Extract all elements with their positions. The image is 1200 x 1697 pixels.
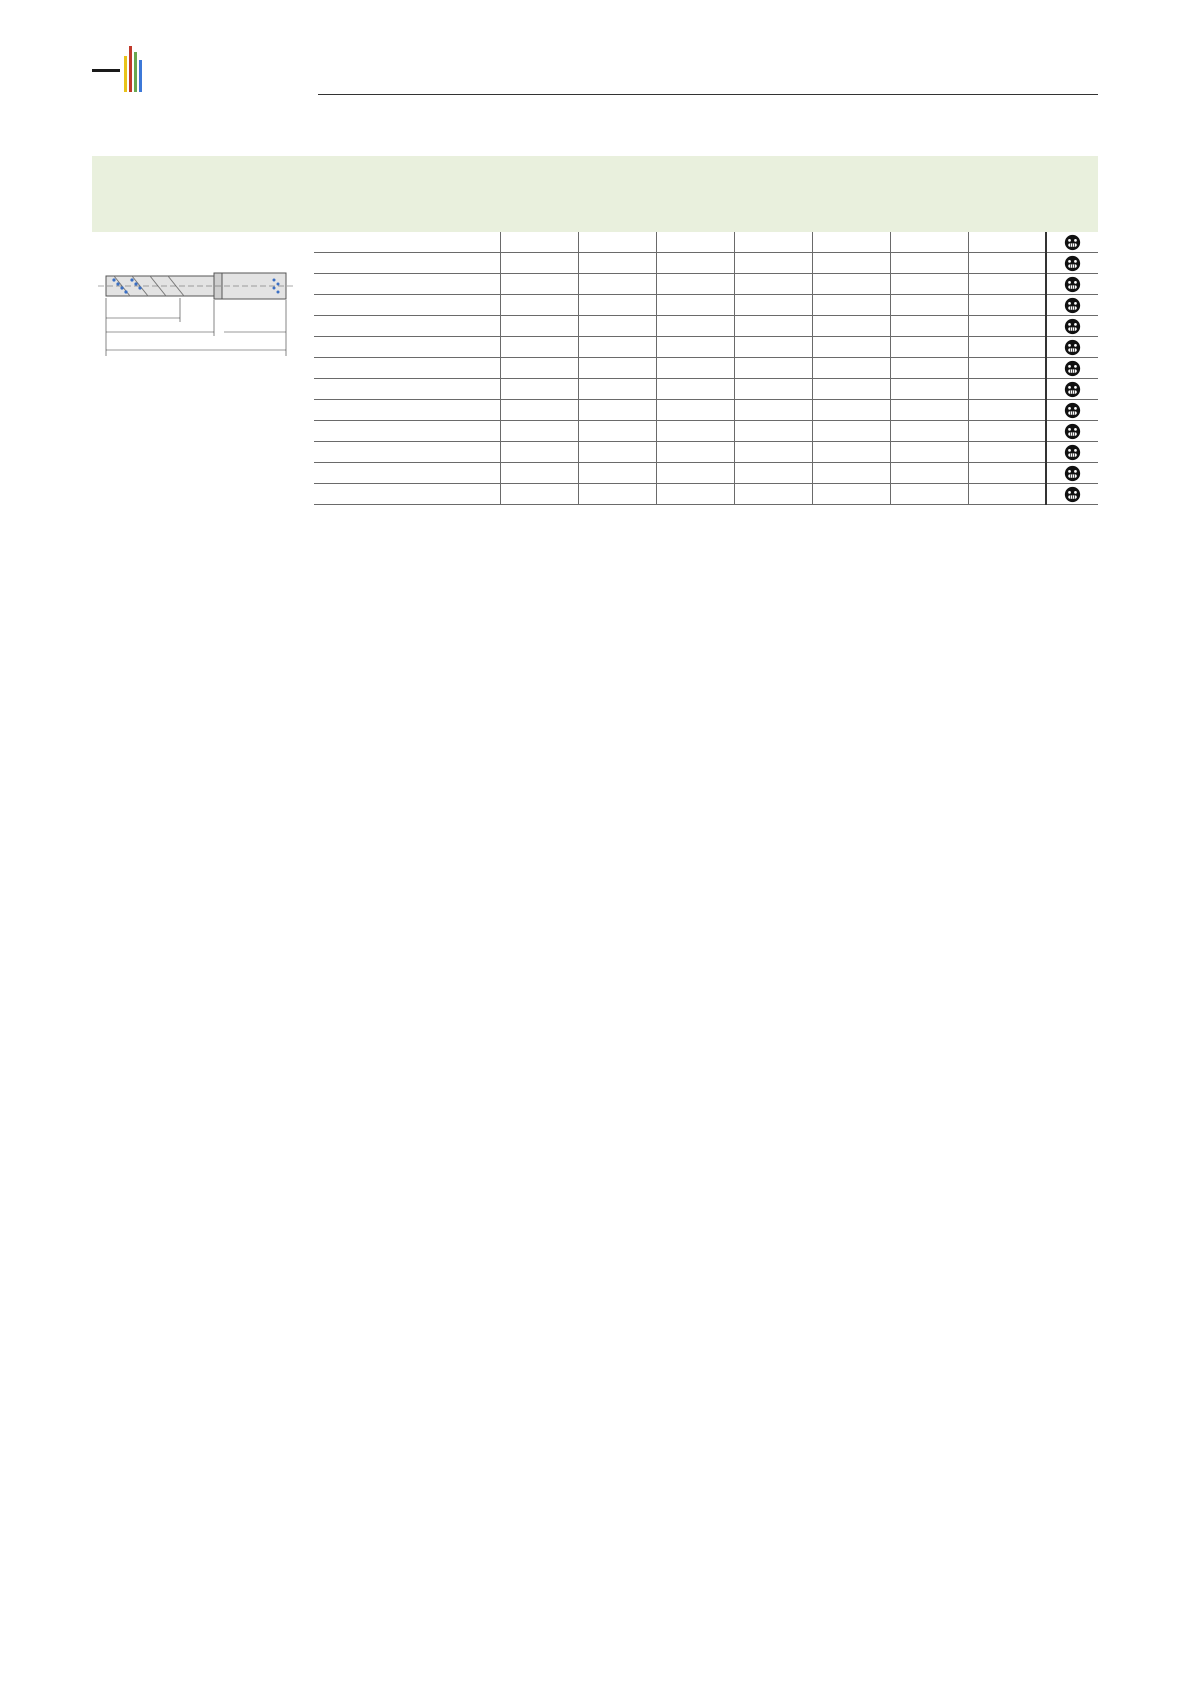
lc-value xyxy=(656,484,734,505)
lc-value xyxy=(656,253,734,274)
l5-value xyxy=(890,400,968,421)
l1-value xyxy=(734,295,812,316)
l2-value xyxy=(812,253,890,274)
table-row xyxy=(92,379,1098,400)
lc-value xyxy=(656,337,734,358)
d1-value xyxy=(968,337,1046,358)
dc-value xyxy=(500,295,578,316)
l5-value xyxy=(890,337,968,358)
dc-value xyxy=(500,337,578,358)
lc-value xyxy=(656,379,734,400)
dc-value xyxy=(500,484,578,505)
l1-value xyxy=(734,484,812,505)
lc-value xyxy=(656,463,734,484)
primary-application-icon xyxy=(1064,423,1081,440)
lc-value xyxy=(656,316,734,337)
order-no xyxy=(314,463,500,484)
l5-value xyxy=(890,232,968,253)
dc-inch-value xyxy=(578,253,656,274)
lc-value xyxy=(656,421,734,442)
l1-value xyxy=(734,232,812,253)
l1-value xyxy=(734,463,812,484)
l5-value xyxy=(890,358,968,379)
table-row xyxy=(92,358,1098,379)
primary-application-icon xyxy=(1064,465,1081,482)
dc-inch-value xyxy=(578,484,656,505)
l2-value xyxy=(812,379,890,400)
l5-value xyxy=(890,295,968,316)
l1-value xyxy=(734,358,812,379)
order-no xyxy=(314,484,500,505)
l1-value xyxy=(734,379,812,400)
lc-value xyxy=(656,358,734,379)
l5-value xyxy=(890,274,968,295)
dc-inch-value xyxy=(578,274,656,295)
dc-value xyxy=(500,421,578,442)
col-lc xyxy=(656,156,734,232)
d1-value xyxy=(968,316,1046,337)
dc-value xyxy=(500,379,578,400)
col-l5 xyxy=(890,156,968,232)
dc-value xyxy=(500,232,578,253)
col-grade xyxy=(1046,156,1098,232)
header-divider xyxy=(318,94,1098,95)
l5-value xyxy=(890,379,968,400)
primary-application-icon xyxy=(1064,486,1081,503)
lc-value xyxy=(656,295,734,316)
l5-value xyxy=(890,463,968,484)
l2-value xyxy=(812,295,890,316)
walter-titex-logo xyxy=(92,42,302,98)
col-d1 xyxy=(968,156,1046,232)
dc-inch-value xyxy=(578,463,656,484)
dc-value xyxy=(500,253,578,274)
order-no xyxy=(314,379,500,400)
l5-value xyxy=(890,253,968,274)
l2-value xyxy=(812,358,890,379)
order-no xyxy=(314,316,500,337)
col-l1 xyxy=(734,156,812,232)
d1-value xyxy=(968,274,1046,295)
primary-application-icon xyxy=(1064,318,1081,335)
side-header-blank xyxy=(92,156,314,232)
col-l2 xyxy=(812,156,890,232)
l1-value xyxy=(734,316,812,337)
d1-value xyxy=(968,295,1046,316)
dc-inch-value xyxy=(578,232,656,253)
lc-value xyxy=(656,400,734,421)
dc-inch-value xyxy=(578,358,656,379)
d1-value xyxy=(968,253,1046,274)
dc-inch-value xyxy=(578,400,656,421)
col-dc-inch xyxy=(578,156,656,232)
primary-application-icon xyxy=(1064,297,1081,314)
dc-inch-value xyxy=(578,316,656,337)
l5-value xyxy=(890,442,968,463)
l2-value xyxy=(812,442,890,463)
table-row xyxy=(92,421,1098,442)
col-order-no xyxy=(314,156,500,232)
order-no xyxy=(314,358,500,379)
d1-value xyxy=(968,358,1046,379)
l1-value xyxy=(734,400,812,421)
primary-application-icon xyxy=(1064,402,1081,419)
primary-application-icon xyxy=(1064,444,1081,461)
dc-value xyxy=(500,358,578,379)
l2-value xyxy=(812,421,890,442)
dc-value xyxy=(500,316,578,337)
d1-value xyxy=(968,379,1046,400)
l2-value xyxy=(812,316,890,337)
l2-value xyxy=(812,484,890,505)
table-row xyxy=(92,232,1098,253)
dc-value xyxy=(500,274,578,295)
table-row xyxy=(92,484,1098,505)
order-no xyxy=(314,274,500,295)
order-no xyxy=(314,400,500,421)
primary-application-icon xyxy=(1064,255,1081,272)
drill-diagram xyxy=(92,264,302,359)
l1-value xyxy=(734,442,812,463)
order-no xyxy=(314,232,500,253)
lc-value xyxy=(656,442,734,463)
order-no xyxy=(314,295,500,316)
order-no xyxy=(314,253,500,274)
order-no xyxy=(314,337,500,358)
primary-application-icon xyxy=(1064,360,1081,377)
primary-application-icon xyxy=(1064,234,1081,251)
dc-value xyxy=(500,463,578,484)
primary-application-icon xyxy=(1064,339,1081,356)
dc-inch-value xyxy=(578,295,656,316)
table-row xyxy=(92,463,1098,484)
primary-application-icon xyxy=(1064,381,1081,398)
col-dc-m7 xyxy=(500,156,578,232)
dc-inch-value xyxy=(578,421,656,442)
lc-value xyxy=(656,232,734,253)
d1-value xyxy=(968,232,1046,253)
l2-value xyxy=(812,400,890,421)
order-no xyxy=(314,421,500,442)
l5-value xyxy=(890,316,968,337)
l2-value xyxy=(812,463,890,484)
d1-value xyxy=(968,421,1046,442)
primary-application-icon xyxy=(1064,276,1081,293)
l2-value xyxy=(812,274,890,295)
l2-value xyxy=(812,232,890,253)
l5-value xyxy=(890,484,968,505)
d1-value xyxy=(968,463,1046,484)
d1-value xyxy=(968,484,1046,505)
l1-value xyxy=(734,274,812,295)
table-row xyxy=(92,442,1098,463)
l2-value xyxy=(812,337,890,358)
l1-value xyxy=(734,421,812,442)
dc-inch-value xyxy=(578,379,656,400)
table-row xyxy=(92,400,1098,421)
order-no xyxy=(314,442,500,463)
l1-value xyxy=(734,337,812,358)
l5-value xyxy=(890,421,968,442)
d1-value xyxy=(968,400,1046,421)
d1-value xyxy=(968,442,1046,463)
dc-value xyxy=(500,400,578,421)
dc-inch-value xyxy=(578,337,656,358)
lc-value xyxy=(656,274,734,295)
l1-value xyxy=(734,253,812,274)
dc-value xyxy=(500,442,578,463)
dc-inch-value xyxy=(578,442,656,463)
